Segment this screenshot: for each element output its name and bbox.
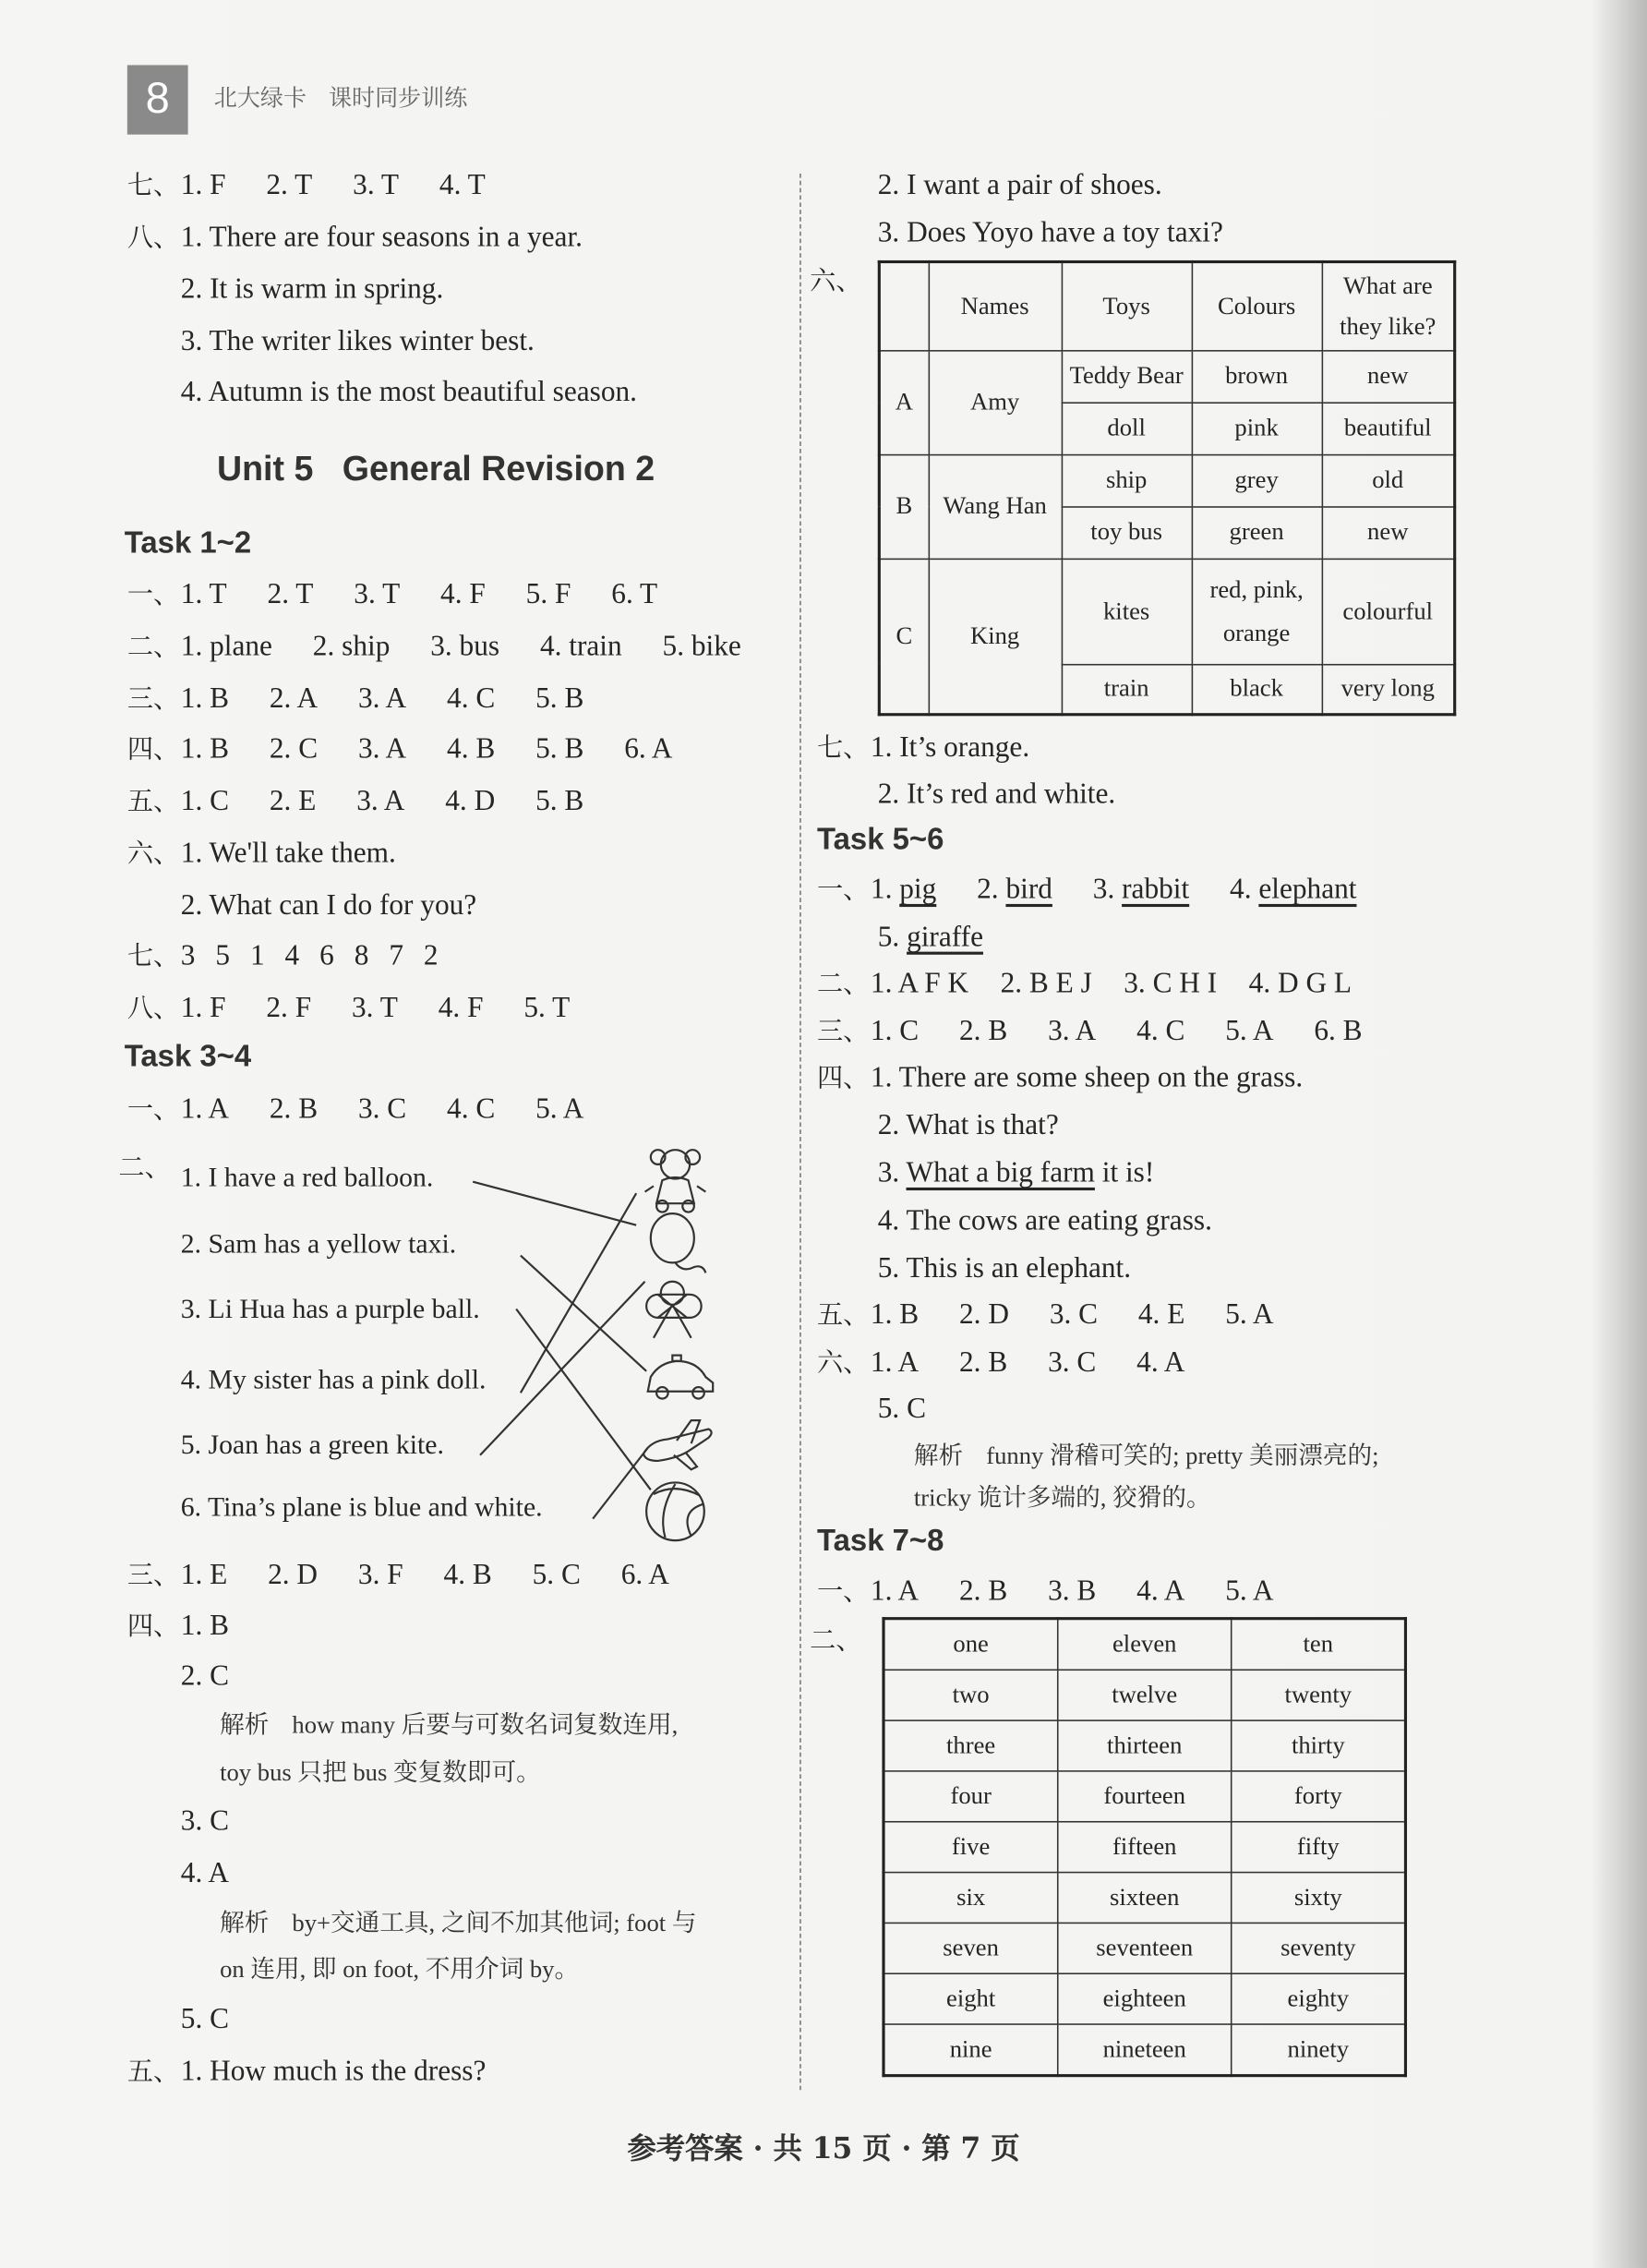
answer-item: 2. D: [268, 1559, 319, 1591]
answer-item: 3. A: [1048, 1015, 1097, 1048]
taxi-icon: [648, 1356, 713, 1399]
explanation-label: 解析: [220, 1710, 270, 1741]
section-label: 二、: [810, 1625, 862, 1657]
section-label: 三、: [126, 1561, 180, 1591]
answer-item: 3. F: [357, 1559, 403, 1591]
task-heading: Task 1~2: [124, 526, 252, 561]
answer-line: 3. Does Yoyo have a toy taxi?: [877, 216, 1223, 249]
table-cell: thirteen: [1057, 1720, 1231, 1771]
answer-line: 1. How much is the dress?: [180, 2055, 487, 2088]
answer-item: 2. T: [267, 578, 314, 610]
explanation-label: 解析: [220, 1909, 270, 1938]
answer-item: 3. C: [180, 1804, 230, 1838]
table-cell: sixteen: [1057, 1873, 1231, 1924]
section-label: 五、: [816, 1300, 870, 1331]
match-line: [521, 1193, 636, 1393]
answer-row: [127, 2054, 487, 2090]
answer-item: 3. A: [357, 682, 407, 715]
section-label: 二、: [126, 632, 180, 663]
series-subtitle: 课时同步训练: [328, 83, 468, 112]
table-cell: fourteen: [1057, 1771, 1231, 1822]
section-label: 五、: [126, 787, 180, 817]
section-label: 七、: [126, 941, 180, 972]
answer-item: 5. C: [532, 1559, 581, 1591]
answer-item: 3. rabbit: [1092, 874, 1190, 906]
section-label: 一、: [816, 1576, 870, 1608]
answer-line: 2. I want a pair of shoes.: [877, 169, 1162, 201]
answer-item: 5. bike: [662, 630, 741, 663]
answer-item: 2. B: [958, 1015, 1008, 1048]
answer-item: 2. B E J: [1000, 967, 1092, 1000]
kite-icon: [646, 1282, 702, 1338]
section-label: 七、: [126, 170, 180, 201]
matching-sentence: 5. Joan has a green kite.: [180, 1430, 444, 1461]
table-cell: ninety: [1232, 2024, 1405, 2076]
explanation-text: how many 后要与可数名词复数连用,: [292, 1710, 679, 1739]
answer-line: 2. What can I do for you?: [180, 889, 477, 922]
table-row: [884, 1619, 1405, 1671]
section-label: 七、: [816, 733, 870, 765]
description-cell: colourful: [1322, 559, 1455, 664]
series-name: 北大绿卡: [213, 83, 307, 112]
colour-cell: pink: [1192, 402, 1322, 453]
answer-item: 1. E: [180, 1559, 228, 1591]
answer-item: 4. A: [1136, 1346, 1185, 1379]
answer-item: 2. ship: [312, 630, 391, 663]
toy-cell: ship: [1062, 454, 1192, 506]
answer-item: 1. C: [180, 785, 230, 817]
answer-item: 6: [319, 940, 334, 972]
match-line: [593, 1448, 648, 1519]
explanation-text: on 连用, 即 on foot, 不用介词 by。: [220, 1955, 580, 1984]
doll-icon: [645, 1150, 706, 1212]
answer-item: 3. B: [1048, 1574, 1097, 1608]
answer-item: 2. F: [266, 992, 312, 1024]
table-cell: nineteen: [1057, 2024, 1231, 2076]
section-label: 一、: [126, 580, 180, 610]
unit-title: Unit 5 General Revision 2: [216, 450, 655, 489]
table-row: [884, 1771, 1405, 1822]
answer-item: 2. bird: [977, 874, 1052, 906]
header-cell: Names: [929, 262, 1062, 351]
match-line: [521, 1256, 646, 1371]
task-heading: Task 7~8: [816, 1524, 944, 1558]
table-cell: two: [884, 1670, 1057, 1720]
answer-item: 1. T: [180, 578, 227, 610]
answer-item: 2. C: [269, 733, 319, 766]
table-cell: seventy: [1232, 1923, 1405, 1973]
answer-line: 3. What a big farm it is!: [877, 1157, 1155, 1189]
table-cell: fifteen: [1057, 1822, 1231, 1873]
table-cell: sixty: [1232, 1873, 1405, 1924]
colour-cell: grey: [1192, 454, 1322, 506]
answer-item: 3. C: [357, 1093, 407, 1126]
answer-item: 5. A: [1225, 1574, 1274, 1608]
toy-cell: doll: [1062, 402, 1192, 453]
table-row: [884, 1822, 1405, 1873]
answer-row: [817, 1060, 1303, 1096]
answer-item: 6. B: [1314, 1015, 1363, 1048]
answer-line: 1. It’s orange.: [870, 731, 1030, 765]
answer-line: 1. There are some sheep on the grass.: [870, 1061, 1304, 1094]
section-label: 八、: [126, 994, 180, 1024]
table-row: [884, 2024, 1405, 2076]
matching-sentence: 3. Li Hua has a purple ball.: [180, 1294, 480, 1325]
answer-item: 1. pig: [870, 874, 937, 906]
answer-item: 5. giraffe: [877, 921, 983, 954]
header-cell: [879, 262, 928, 351]
answer-item: 5. A: [1225, 1298, 1274, 1331]
table-cell: seventeen: [1057, 1923, 1231, 1973]
matching-sentence: 1. I have a red balloon.: [180, 1163, 434, 1194]
table-row: [884, 1973, 1405, 2024]
answer-line: 2. It is warm in spring.: [180, 273, 444, 306]
answer-item: 1. A: [870, 1346, 920, 1379]
description-cell: very long: [1322, 664, 1455, 715]
answer-item: 3. A: [356, 785, 405, 817]
table-cell: one: [884, 1619, 1057, 1671]
answer-item: 3. C: [1048, 1346, 1097, 1379]
toy-cell: kites: [1062, 559, 1192, 664]
answer-item: 5. T: [523, 992, 571, 1024]
table-cell: four: [884, 1771, 1057, 1822]
answer-item: 4. D: [445, 785, 496, 817]
answer-item: 5. B: [535, 733, 584, 766]
explanation-text: funny 滑稽可笑的; pretty 美丽漂亮的;: [986, 1442, 1379, 1470]
answer-item: 1: [249, 940, 265, 972]
table-row: [884, 1670, 1405, 1720]
match-line: [480, 1282, 645, 1455]
answer-item: 5. C: [877, 1393, 926, 1425]
answer-item: 1. B: [180, 1610, 230, 1642]
table-row: [879, 350, 1454, 402]
ball-icon: [646, 1482, 704, 1540]
answer-item: 1. A F K: [870, 967, 969, 1000]
table-row: [884, 1873, 1405, 1924]
section-label: 六、: [810, 266, 862, 297]
answer-item: 3. A: [357, 733, 407, 766]
toys-table: [878, 260, 1457, 716]
table-cell: eight: [884, 1973, 1057, 2024]
answer-item: 2. B: [958, 1574, 1008, 1608]
page-number-badge: 8: [127, 65, 188, 134]
explanation-note: [914, 1439, 1379, 1474]
answer-item: 3: [180, 940, 196, 972]
answer-row: [127, 1609, 229, 1645]
answer-item: 7: [389, 940, 403, 972]
table-cell: twenty: [1232, 1670, 1405, 1720]
explanation-label: 解析: [913, 1442, 964, 1471]
match-line: [516, 1309, 651, 1490]
section-label: 二、: [118, 1152, 171, 1184]
answer-item: 2. B: [958, 1346, 1008, 1379]
answer-item: 4. T: [439, 169, 486, 201]
section-label: 四、: [816, 1063, 870, 1094]
name-cell: Wang Han: [929, 454, 1062, 559]
match-line: [473, 1182, 636, 1225]
answer-item: 4. C: [1136, 1015, 1185, 1048]
explanation-text: by+交通工具, 之间不加其他词; foot 与: [292, 1909, 697, 1937]
answer-line: 5. This is an elephant.: [877, 1252, 1132, 1285]
colour-cell: brown: [1192, 350, 1322, 402]
toy-cell: toy bus: [1062, 506, 1192, 558]
table-row: [884, 1720, 1405, 1771]
section-label: 八、: [126, 223, 180, 254]
table-cell: five: [884, 1822, 1057, 1873]
answer-row: [817, 1345, 1184, 1381]
balloon-icon: [651, 1213, 706, 1273]
answer-item: 4. train: [539, 630, 622, 663]
colour-cell: green: [1192, 506, 1322, 558]
section-label: 四、: [126, 1611, 180, 1642]
section-label: 一、: [816, 875, 870, 906]
table-cell: six: [884, 1873, 1057, 1924]
answer-item: 2. D: [958, 1298, 1009, 1331]
answer-item: 4. E: [1137, 1298, 1185, 1331]
answer-item: 1. B: [180, 733, 230, 766]
table-cell: twelve: [1057, 1670, 1231, 1720]
task-heading: Task 3~4: [124, 1040, 252, 1074]
answer-item: 2. A: [269, 682, 319, 715]
answer-item: 6. A: [624, 733, 673, 766]
table-row: [879, 454, 1454, 506]
answer-item: 3. T: [354, 578, 401, 610]
answer-item: 4. F: [438, 992, 484, 1024]
answer-item: 2. B: [269, 1093, 319, 1126]
plane-icon: [643, 1420, 712, 1469]
answer-line: 3. The writer likes winter best.: [180, 325, 535, 357]
task-heading: Task 5~6: [816, 823, 944, 857]
answer-row: [127, 1558, 669, 1594]
answer-row: [817, 966, 1384, 1002]
answer-line: 4. Autumn is the most beautiful season.: [180, 376, 638, 408]
answer-item: 4: [284, 940, 300, 972]
description-cell: new: [1322, 350, 1455, 402]
answer-item: 4. elephant: [1230, 874, 1357, 906]
answer-item: 3. T: [353, 169, 400, 201]
toy-cell: Teddy Bear: [1062, 350, 1192, 402]
answer-item: 4. A: [1136, 1574, 1185, 1608]
table-cell: forty: [1232, 1771, 1405, 1822]
answer-line: 2. It’s red and white.: [877, 778, 1116, 811]
table-row: [879, 559, 1454, 664]
explanation-text: toy bus 只把 bus 变复数即可。: [220, 1758, 541, 1787]
explanation-note: [220, 1708, 678, 1743]
answer-item: 1. C: [870, 1015, 920, 1048]
table-cell: thirty: [1232, 1720, 1405, 1771]
table-cell: eighty: [1232, 1973, 1405, 2024]
section-label: 六、: [816, 1347, 870, 1379]
answer-line: 4. The cows are eating grass.: [877, 1204, 1212, 1237]
table-cell: fifty: [1232, 1822, 1405, 1873]
table-cell: three: [884, 1720, 1057, 1771]
answer-line: 2. What is that?: [877, 1109, 1059, 1141]
description-cell: old: [1322, 454, 1455, 506]
answer-item: 4. B: [443, 1559, 492, 1591]
header-cell: Colours: [1192, 262, 1322, 351]
answer-item: 1. A: [870, 1574, 920, 1608]
answer-item: 4. C: [447, 682, 496, 715]
section-label: 三、: [126, 683, 180, 715]
matching-sentence: 4. My sister has a pink doll.: [180, 1365, 487, 1396]
answer-line: 1. There are four seasons in a year.: [180, 221, 583, 254]
matching-diagram: [0, 0, 810, 1591]
name-cell: King: [929, 559, 1062, 715]
colour-cell: black: [1192, 664, 1322, 715]
answer-item: 8: [354, 940, 369, 972]
table-row: [884, 1923, 1405, 1973]
answer-item: 1. plane: [180, 630, 272, 663]
answer-item: 1. A: [180, 1093, 230, 1126]
answer-item: 4. C: [447, 1093, 496, 1126]
answer-line: 1. We'll take them.: [180, 837, 396, 870]
answer-item: 2. C: [180, 1660, 230, 1693]
table-cell: eleven: [1057, 1619, 1231, 1671]
answer-item: 4. F: [440, 578, 486, 610]
table-cell: seven: [884, 1923, 1057, 1973]
answer-row: [817, 1014, 1363, 1050]
answer-row: [817, 1297, 1273, 1333]
answer-item: 5. A: [1225, 1015, 1274, 1048]
table-header-row: [879, 262, 1454, 351]
answer-item: 5. B: [535, 682, 584, 715]
answer-item: 1. F: [180, 992, 226, 1024]
name-cell: Amy: [929, 350, 1062, 454]
answer-item: 5. A: [535, 1093, 584, 1126]
answer-row: [817, 730, 1029, 766]
table-cell: nine: [884, 2024, 1057, 2076]
answer-item: 6. T: [611, 578, 658, 610]
answer-item: 3. C H I: [1124, 967, 1218, 1000]
answer-item: 5. B: [535, 785, 584, 817]
section-label: 二、: [816, 969, 870, 1000]
answer-item: 6. A: [620, 1559, 669, 1591]
answer-item: 2: [423, 940, 439, 972]
colour-cell: red, pink, orange: [1192, 559, 1322, 664]
section-label: 一、: [126, 1094, 180, 1126]
answer-item: 3. bus: [430, 630, 500, 663]
answer-row: [817, 1574, 1274, 1610]
description-cell: beautiful: [1322, 402, 1455, 453]
answer-item: 4. A: [180, 1857, 230, 1889]
group-id: A: [879, 350, 928, 454]
answer-item: 2. T: [266, 169, 313, 201]
page-footer: 参考答案 · 共 15 页 · 第 7 页: [627, 2130, 1020, 2165]
answer-item: 5. C: [180, 2003, 230, 2035]
table-cell: eighteen: [1057, 1973, 1231, 2024]
answer-item: 5. F: [525, 578, 571, 610]
header-cell: What are they like?: [1322, 262, 1455, 351]
description-cell: new: [1322, 506, 1455, 558]
answer-item: 5: [215, 940, 231, 972]
table-cell: ten: [1232, 1619, 1405, 1671]
answer-item: 1. B: [870, 1298, 920, 1331]
toy-cell: train: [1062, 664, 1192, 715]
section-label: 四、: [126, 734, 180, 766]
answer-item: 1. F: [180, 169, 226, 201]
group-id: B: [879, 454, 928, 559]
explanation-note: [220, 1906, 696, 1941]
answer-item: 4. D G L: [1248, 967, 1352, 1000]
answer-item: 3. C: [1049, 1298, 1099, 1331]
answer-item: 1. B: [180, 682, 230, 715]
answer-item: 4. B: [447, 733, 496, 766]
section-label: 五、: [126, 2057, 180, 2088]
header-cell: Toys: [1062, 262, 1192, 351]
section-label: 三、: [816, 1017, 870, 1048]
explanation-text: tricky 诡计多端的, 狡猾的。: [913, 1484, 1211, 1512]
matching-sentence: 2. Sam has a yellow taxi.: [180, 1229, 457, 1261]
group-id: C: [879, 559, 928, 715]
section-label: 六、: [126, 838, 180, 870]
matching-sentence: 6. Tina’s plane is blue and white.: [180, 1492, 543, 1524]
numbers-table: [882, 1617, 1407, 2077]
answer-item: 3. T: [352, 992, 398, 1024]
answer-item: 2. E: [269, 785, 317, 817]
answer-row: [817, 872, 1357, 908]
